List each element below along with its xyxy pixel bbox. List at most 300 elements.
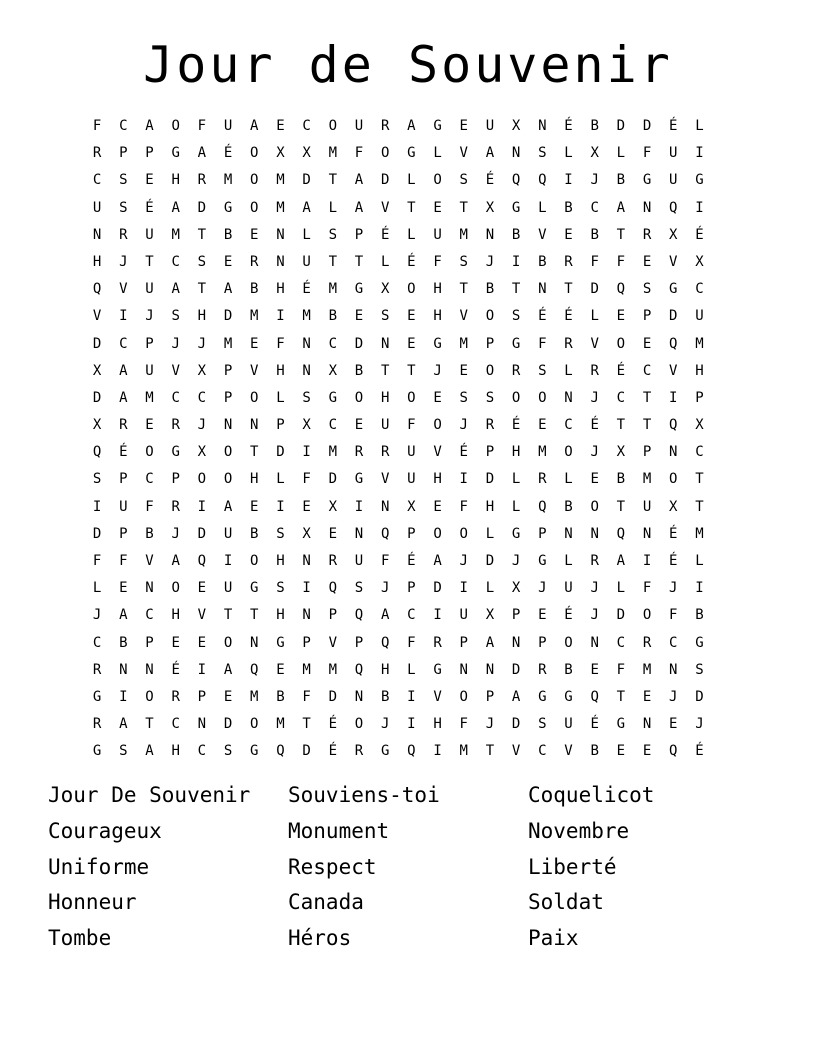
grid-letter: L — [695, 118, 704, 134]
grid-letter: O — [538, 389, 547, 406]
grid-letter: E — [223, 688, 233, 705]
grid-letter: P — [354, 226, 364, 243]
grid-letter: R — [354, 743, 364, 760]
grid-letter: C — [197, 389, 207, 406]
grid-letter: G — [171, 444, 180, 461]
grid-letter: L — [433, 145, 442, 162]
grid-letter: D — [380, 172, 390, 189]
grid-letter: R — [564, 253, 573, 270]
grid-letter: J — [485, 253, 495, 270]
grid-letter: N — [145, 661, 154, 678]
grid-letter: L — [328, 199, 337, 216]
grid-letter: Q — [92, 444, 102, 461]
grid-letter: N — [590, 634, 599, 651]
grid-letter: H — [171, 607, 180, 624]
grid-letter: A — [616, 199, 626, 216]
word-list-item: Liberté — [528, 854, 617, 879]
grid-letter: L — [564, 362, 573, 379]
grid-letter: J — [92, 607, 102, 624]
grid-letter: Q — [669, 335, 678, 352]
grid-letter: M — [695, 525, 704, 542]
grid-letter: M — [695, 335, 704, 352]
grid-letter: G — [511, 199, 521, 216]
grid-letter: É — [590, 716, 599, 733]
grid-letter: R — [590, 553, 599, 569]
grid-letter: O — [564, 444, 573, 461]
grid-letter: P — [511, 607, 521, 624]
grid-letter: U — [459, 607, 468, 624]
grid-letter: L — [407, 226, 416, 243]
grid-letter: S — [276, 580, 285, 597]
grid-letter: X — [669, 226, 678, 243]
grid-letter: F — [145, 498, 154, 515]
grid-letter: V — [590, 335, 599, 352]
grid-letter: D — [328, 688, 337, 705]
page-title: Jour de Souvenir — [143, 36, 673, 94]
grid-letter: L — [538, 199, 547, 216]
grid-letter: É — [407, 253, 416, 270]
grid-letter: M — [223, 172, 233, 189]
grid-letter: T — [616, 498, 626, 515]
grid-letter: U — [92, 199, 102, 216]
grid-letter: T — [642, 389, 652, 406]
grid-letter: P — [407, 580, 416, 597]
grid-letter: M — [642, 661, 652, 678]
grid-letter: L — [616, 580, 626, 597]
grid-letter: E — [354, 417, 364, 434]
grid-letter: G — [511, 525, 521, 542]
grid-letter: U — [354, 118, 364, 134]
word-list-item: Héros — [288, 926, 352, 951]
grid-letter: O — [433, 172, 442, 189]
grid-letter: A — [223, 661, 233, 678]
grid-letter: R — [171, 417, 180, 434]
grid-letter: R — [171, 498, 180, 515]
grid-letter: R — [564, 335, 573, 352]
grid-letter: T — [380, 362, 390, 379]
grid-letter: U — [669, 172, 678, 189]
grid-letter: O — [354, 716, 364, 733]
grid-letter: B — [250, 525, 259, 542]
grid-letter: A — [223, 498, 233, 515]
grid-letter: D — [197, 525, 207, 542]
grid-letter: T — [250, 607, 259, 624]
grid-letter: A — [119, 362, 128, 379]
grid-letter: R — [642, 226, 652, 243]
grid-letter: O — [250, 145, 259, 162]
grid-letter: T — [145, 716, 154, 733]
grid-letter: E — [171, 634, 180, 651]
word-list — [48, 780, 768, 959]
grid-letter: U — [564, 716, 573, 733]
grid-letter: C — [171, 253, 180, 270]
grid-letter: O — [407, 281, 416, 298]
grid-letter: B — [380, 688, 390, 705]
word-list-item: Paix — [528, 926, 579, 951]
grid-letter: I — [433, 607, 442, 624]
grid-letter: G — [538, 688, 547, 705]
word-list-item: Soldat — [528, 890, 604, 915]
grid-letter: U — [380, 417, 390, 434]
grid-letter: G — [564, 688, 573, 705]
grid-letter: R — [119, 226, 128, 243]
grid-letter: P — [223, 362, 233, 379]
grid-letter: G — [328, 389, 337, 406]
grid-letter: D — [302, 172, 311, 189]
grid-letter: C — [616, 389, 626, 406]
grid-letter: O — [485, 362, 495, 379]
grid-letter: A — [119, 607, 128, 624]
grid-letter: Q — [511, 172, 521, 189]
grid-letter: G — [250, 580, 259, 597]
grid-letter: L — [564, 553, 573, 569]
grid-letter: M — [276, 716, 285, 733]
grid-letter: É — [564, 607, 573, 624]
grid-letter: L — [564, 145, 573, 162]
grid-letter: É — [407, 553, 416, 569]
grid-letter: F — [642, 145, 652, 162]
grid-letter: Q — [380, 525, 390, 542]
grid-letter: L — [485, 580, 495, 597]
grid-letter: T — [223, 607, 233, 624]
grid-letter: É — [564, 308, 573, 325]
grid-letter: F — [538, 335, 547, 352]
grid-letter: N — [92, 226, 102, 243]
grid-letter: J — [459, 417, 468, 434]
grid-letter: P — [485, 688, 495, 705]
grid-letter: P — [538, 525, 547, 542]
grid-letter: J — [590, 607, 599, 624]
grid-letter: F — [616, 253, 626, 270]
word-list-item: Courageux — [48, 818, 162, 843]
grid-letter: É — [669, 525, 678, 542]
grid-letter: Q — [669, 743, 678, 760]
grid-letter: J — [119, 253, 128, 270]
grid-letter: V — [564, 743, 573, 760]
grid-letter: C — [171, 389, 180, 406]
grid-letter: L — [302, 226, 311, 243]
grid-letter: T — [145, 253, 154, 270]
grid-letter: A — [354, 172, 364, 189]
grid-letter: O — [459, 525, 468, 542]
grid-letter: J — [433, 362, 442, 379]
grid-letter: E — [197, 634, 207, 651]
grid-letter: S — [223, 743, 233, 760]
grid-letter: C — [145, 607, 154, 624]
grid-letter: N — [564, 389, 573, 406]
grid-letter: Q — [354, 607, 364, 624]
grid-letter: O — [223, 634, 233, 651]
grid-letter: B — [328, 308, 337, 325]
grid-letter: N — [276, 253, 285, 270]
grid-letter: D — [223, 308, 233, 325]
grid-letter: E — [407, 308, 416, 325]
grid-letter: X — [328, 498, 337, 515]
grid-letter: J — [669, 688, 678, 705]
grid-letter: S — [119, 172, 128, 189]
grid-letter: M — [250, 688, 259, 705]
grid-letter: R — [250, 253, 259, 270]
grid-letter: V — [669, 253, 678, 270]
grid-letter: M — [145, 389, 154, 406]
grid-letter: X — [92, 362, 102, 379]
grid-letter: V — [380, 199, 390, 216]
grid-letter: J — [590, 172, 599, 189]
grid-letter: P — [145, 145, 154, 162]
grid-letter: U — [354, 553, 364, 569]
grid-letter: G — [223, 199, 233, 216]
grid-letter: I — [119, 688, 128, 705]
grid-letter: X — [485, 199, 495, 216]
grid-letter: N — [538, 118, 547, 134]
grid-letter: Q — [197, 553, 207, 569]
grid-letter: B — [616, 172, 626, 189]
grid-letter: L — [485, 525, 495, 542]
grid-letter: U — [223, 525, 233, 542]
grid-letter: T — [328, 172, 337, 189]
grid-letter: C — [119, 118, 128, 134]
grid-letter: J — [171, 525, 180, 542]
grid-letter: H — [171, 743, 180, 760]
grid-letter: P — [642, 308, 652, 325]
grid-letter: S — [538, 362, 547, 379]
grid-letter: E — [302, 498, 311, 515]
grid-letter: V — [433, 444, 442, 461]
word-list-item: Tombe — [48, 926, 112, 951]
grid-letter: H — [250, 471, 259, 488]
grid-letter: O — [145, 444, 154, 461]
letter-grid — [84, 113, 713, 766]
grid-letter: T — [616, 226, 626, 243]
grid-letter: L — [590, 308, 599, 325]
grid-letter: E — [197, 580, 207, 597]
grid-letter: R — [511, 362, 521, 379]
grid-letter: O — [171, 118, 180, 134]
grid-letter: S — [459, 389, 468, 406]
grid-letter: D — [92, 335, 102, 352]
grid-letter: É — [695, 743, 704, 760]
grid-letter: S — [302, 389, 311, 406]
grid-letter: G — [511, 335, 521, 352]
grid-letter: C — [328, 335, 337, 352]
grid-letter: É — [511, 417, 521, 434]
grid-letter: P — [485, 444, 495, 461]
grid-letter: B — [119, 634, 128, 651]
grid-letter: L — [276, 389, 285, 406]
grid-letter: I — [197, 498, 207, 515]
grid-letter: X — [197, 362, 207, 379]
grid-letter: D — [511, 661, 521, 678]
grid-letter: Q — [669, 199, 678, 216]
grid-letter: P — [485, 335, 495, 352]
grid-letter: H — [433, 308, 442, 325]
grid-letter: T — [616, 688, 626, 705]
grid-letter: X — [485, 607, 495, 624]
grid-letter: M — [276, 172, 285, 189]
grid-letter: T — [302, 716, 311, 733]
grid-letter: B — [564, 661, 573, 678]
grid-letter: N — [302, 335, 311, 352]
grid-letter: E — [145, 172, 154, 189]
word-list-item: Novembre — [528, 818, 630, 843]
grid-letter: N — [354, 525, 364, 542]
grid-letter: O — [171, 580, 180, 597]
grid-letter: M — [538, 444, 547, 461]
grid-letter: Q — [92, 281, 102, 298]
grid-letter: E — [538, 417, 547, 434]
grid-letter: É — [564, 118, 573, 134]
grid-letter: F — [459, 716, 468, 733]
grid-letter: R — [92, 145, 102, 162]
grid-letter: I — [92, 498, 102, 515]
grid-letter: O — [669, 471, 678, 488]
grid-letter: Q — [276, 743, 285, 760]
grid-letter: E — [433, 498, 442, 515]
grid-letter: V — [459, 308, 468, 325]
grid-letter: C — [92, 634, 102, 651]
grid-letter: N — [669, 444, 678, 461]
grid-letter: S — [92, 471, 102, 488]
grid-letter: E — [642, 253, 652, 270]
grid-letter: L — [695, 553, 704, 569]
grid-letter: C — [642, 362, 652, 379]
grid-letter: P — [145, 335, 154, 352]
grid-letter: A — [145, 743, 154, 760]
grid-letter: N — [485, 226, 495, 243]
grid-letter: C — [197, 743, 207, 760]
grid-letter: M — [302, 661, 311, 678]
grid-letter: A — [119, 389, 128, 406]
grid-letter: A — [485, 634, 495, 651]
grid-letter: E — [145, 417, 154, 434]
grid-letter: X — [407, 498, 416, 515]
grid-letter: M — [328, 145, 337, 162]
grid-letter: E — [642, 688, 652, 705]
grid-letter: Q — [354, 661, 364, 678]
grid-letter: M — [171, 226, 180, 243]
grid-letter: B — [538, 253, 547, 270]
grid-letter: T — [459, 281, 468, 298]
grid-letter: I — [302, 580, 311, 597]
grid-letter: N — [642, 525, 652, 542]
grid-letter: T — [407, 362, 416, 379]
grid-letter: P — [459, 634, 468, 651]
grid-letter: S — [328, 226, 337, 243]
grid-letter: S — [459, 253, 468, 270]
grid-letter: G — [380, 743, 390, 760]
grid-letter: I — [564, 172, 573, 189]
grid-letter: O — [250, 199, 259, 216]
grid-letter: G — [642, 172, 652, 189]
grid-letter: S — [119, 199, 128, 216]
grid-letter: M — [459, 743, 468, 760]
grid-letter: D — [354, 335, 364, 352]
grid-letter: I — [459, 580, 468, 597]
grid-letter: H — [380, 661, 390, 678]
grid-letter: J — [380, 580, 390, 597]
grid-letter: Q — [250, 661, 259, 678]
grid-letter: X — [302, 525, 311, 542]
grid-letter: E — [642, 335, 652, 352]
grid-letter: B — [590, 226, 599, 243]
grid-letter: R — [197, 172, 207, 189]
grid-letter: E — [616, 308, 626, 325]
grid-letter: I — [695, 199, 704, 216]
grid-letter: N — [642, 716, 652, 733]
grid-letter: H — [511, 444, 521, 461]
grid-letter: N — [302, 553, 311, 569]
grid-letter: X — [302, 145, 311, 162]
grid-letter: G — [669, 281, 678, 298]
grid-letter: T — [459, 199, 468, 216]
grid-letter: N — [564, 525, 573, 542]
grid-letter: O — [407, 389, 416, 406]
grid-letter: E — [250, 498, 259, 515]
grid-letter: G — [433, 661, 442, 678]
grid-letter: Q — [407, 743, 416, 760]
grid-letter: H — [92, 253, 102, 270]
grid-letter: P — [642, 444, 652, 461]
grid-letter: E — [250, 226, 259, 243]
grid-letter: J — [459, 553, 468, 569]
grid-letter: N — [250, 634, 259, 651]
grid-letter: A — [171, 199, 180, 216]
grid-letter: X — [197, 444, 207, 461]
grid-letter: F — [407, 634, 416, 651]
grid-letter: L — [564, 471, 573, 488]
word-list-item: Coquelicot — [528, 783, 655, 807]
grid-letter: X — [380, 281, 390, 298]
grid-letter: S — [538, 145, 547, 162]
grid-letter: P — [276, 417, 285, 434]
grid-letter: J — [538, 580, 547, 597]
grid-letter: U — [223, 118, 233, 134]
grid-letter: O — [642, 607, 652, 624]
grid-letter: J — [380, 716, 390, 733]
grid-letter: E — [459, 362, 468, 379]
grid-letter: R — [538, 471, 547, 488]
grid-letter: L — [407, 172, 416, 189]
grid-letter: E — [459, 118, 468, 134]
grid-letter: I — [511, 253, 521, 270]
grid-letter: L — [511, 498, 521, 515]
grid-letter: S — [511, 308, 521, 325]
grid-letter: U — [302, 253, 311, 270]
grid-letter: Q — [616, 281, 626, 298]
grid-letter: C — [407, 607, 416, 624]
grid-letter: O — [459, 688, 468, 705]
grid-letter: M — [642, 471, 652, 488]
grid-letter: L — [92, 580, 102, 597]
grid-letter: J — [590, 580, 599, 597]
grid-letter: É — [616, 362, 626, 379]
grid-letter: O — [197, 471, 207, 488]
grid-letter: M — [328, 444, 337, 461]
grid-letter: D — [695, 688, 704, 705]
grid-letter: N — [197, 716, 207, 733]
grid-letter: N — [302, 607, 311, 624]
grid-letter: L — [511, 471, 521, 488]
grid-letter: X — [92, 417, 102, 434]
grid-letter: É — [328, 743, 337, 760]
grid-letter: U — [407, 471, 416, 488]
grid-letter: D — [511, 716, 521, 733]
grid-letter: U — [642, 498, 652, 515]
grid-letter: N — [511, 634, 521, 651]
grid-letter: N — [250, 417, 259, 434]
grid-letter: X — [511, 118, 521, 134]
grid-letter: B — [276, 688, 285, 705]
